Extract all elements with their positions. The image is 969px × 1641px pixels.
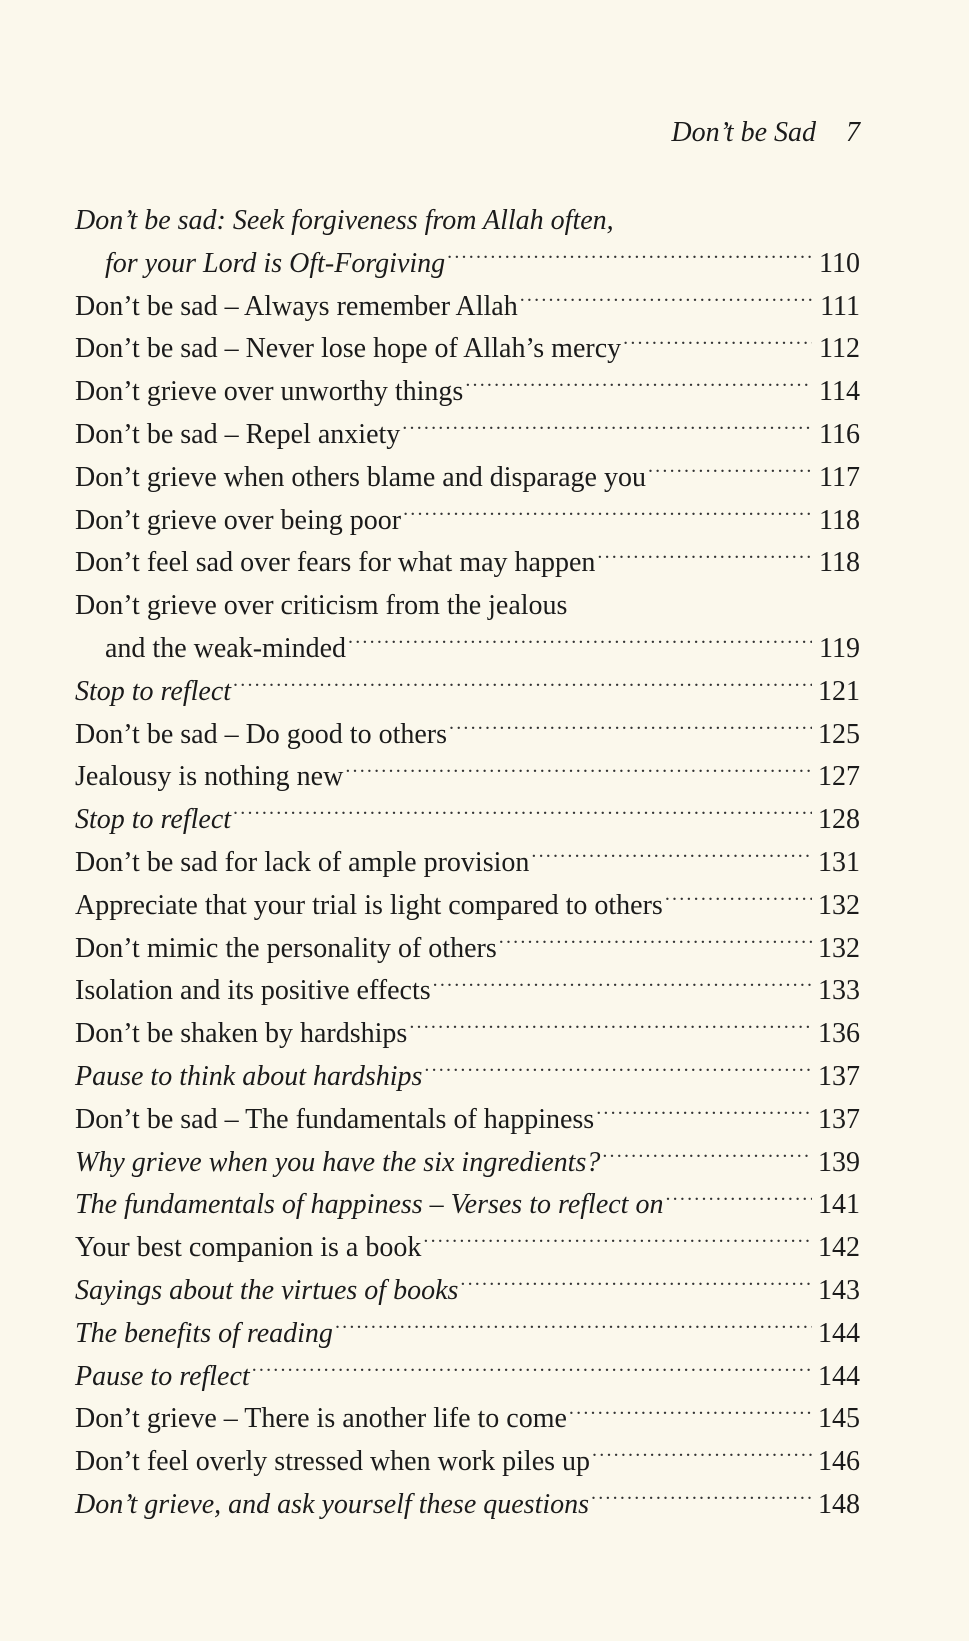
toc-entry-title: Don’t be sad – Always remember Allah <box>75 290 518 322</box>
dot-leader <box>403 503 812 531</box>
dot-leader <box>597 545 812 573</box>
toc-entry[interactable] <box>75 1099 860 1142</box>
toc-entry-title: Don’t feel sad over fears for what may happen <box>75 547 596 579</box>
dot-leader <box>424 1059 812 1087</box>
toc-entry-page-number: 142 <box>818 1232 860 1264</box>
dot-leader <box>447 246 812 274</box>
toc-entry-title: The benefits of reading <box>75 1317 333 1349</box>
toc-entry-page-number: 118 <box>819 547 860 579</box>
toc-entry-page-number: 132 <box>818 889 860 921</box>
toc-entry-title: Pause to reflect <box>75 1360 250 1392</box>
toc-entry[interactable] <box>75 286 860 329</box>
toc-entry-title-line: Don’t grieve over criticism from the jealous <box>75 590 568 622</box>
dot-leader <box>423 1230 812 1258</box>
toc-entry-title: The fundamentals of happiness – Verses to reflect on <box>75 1189 664 1221</box>
toc-entry-page-number: 144 <box>818 1360 860 1392</box>
toc-entry-page-number: 133 <box>818 975 860 1007</box>
toc-entry-title: Don’t be sad – The fundamentals of happiness <box>75 1103 595 1135</box>
toc-entry[interactable] <box>75 1184 860 1227</box>
toc-entry[interactable] <box>75 970 860 1013</box>
dot-leader <box>233 674 812 702</box>
toc-entry-page-number: 112 <box>819 333 860 365</box>
toc-entry[interactable] <box>75 371 860 414</box>
toc-entry[interactable] <box>75 1398 860 1441</box>
toc-entry[interactable] <box>75 500 860 543</box>
toc-entry-page-number: 137 <box>818 1103 860 1135</box>
toc-entry-page-number: 121 <box>818 675 860 707</box>
toc-entry[interactable] <box>75 1313 860 1356</box>
toc-entry-page-number: 145 <box>818 1403 860 1435</box>
dot-leader <box>569 1401 812 1429</box>
toc-entry-page-number: 117 <box>819 461 860 493</box>
dot-leader <box>592 1444 812 1472</box>
toc-entry-page-number: 144 <box>818 1317 860 1349</box>
running-title: Don’t be Sad <box>671 117 816 148</box>
dot-leader <box>460 1273 812 1301</box>
dot-leader <box>520 289 812 317</box>
toc-entry-page-number: 137 <box>818 1060 860 1092</box>
dot-leader <box>531 845 812 873</box>
toc-entry-title: Isolation and its positive effects <box>75 975 431 1007</box>
toc-entry-title: Sayings about the virtues of books <box>75 1274 459 1306</box>
toc-entry-title: Don’t be sad – Repel anxiety <box>75 418 401 450</box>
toc-entry-title: Jealousy is nothing new <box>75 761 344 793</box>
toc-entry-title: Don’t be sad – Do good to others <box>75 718 447 750</box>
toc-entry-title: Don’t grieve – There is another life to come <box>75 1403 567 1435</box>
dot-leader <box>499 931 812 959</box>
toc-entry-title: Don’t grieve, and ask yourself these questions <box>75 1488 590 1520</box>
running-head <box>560 117 860 157</box>
dot-leader <box>345 759 812 787</box>
toc-entry-title: Don’t grieve when others blame and disparage you <box>75 461 646 493</box>
dot-leader <box>591 1487 812 1515</box>
toc-entry[interactable] <box>75 542 860 585</box>
toc-entry-page-number: 143 <box>818 1274 860 1306</box>
toc-entry-page-number: 127 <box>818 761 860 793</box>
dot-leader <box>233 802 812 830</box>
toc-entry[interactable] <box>75 1013 860 1056</box>
toc-entry[interactable] <box>75 1484 860 1527</box>
toc-entry[interactable] <box>75 671 860 714</box>
dot-leader <box>602 1145 812 1173</box>
dot-leader <box>596 1102 812 1130</box>
toc-entry[interactable] <box>75 585 860 671</box>
toc-entry-page-number: 136 <box>818 1018 860 1050</box>
toc-entry-title: Pause to think about hardships <box>75 1060 423 1092</box>
toc-entry-title-line: Don’t be sad: Seek forgiveness from Allah often, <box>75 205 614 236</box>
toc-entry-title: Stop to reflect <box>75 804 232 836</box>
toc-entry-page-number: 141 <box>818 1189 860 1221</box>
dot-leader <box>465 374 812 402</box>
dot-leader <box>335 1316 812 1344</box>
toc-entry-page-number: 148 <box>818 1488 860 1520</box>
page-number: 7 <box>846 117 860 148</box>
toc-entry[interactable] <box>75 1356 860 1399</box>
toc-entry-title: Don’t grieve over being poor <box>75 504 402 536</box>
toc-entry-title: Don’t be sad for lack of ample provision <box>75 846 530 878</box>
dot-leader <box>433 973 812 1001</box>
toc-entry-page-number: 146 <box>818 1446 860 1478</box>
toc-entry-title: Appreciate that your trial is light compared to others <box>75 889 663 921</box>
toc-entry-title: Don’t grieve over unworthy things <box>75 376 464 408</box>
dot-leader <box>402 417 812 445</box>
toc-entry-title: Don’t mimic the personality of others <box>75 932 497 964</box>
toc-entry-title: for your Lord is Oft-Forgiving <box>105 247 446 279</box>
dot-leader <box>623 331 812 359</box>
toc-entry-title: Don’t be sad – Never lose hope of Allah’s mercy <box>75 333 622 365</box>
dot-leader <box>252 1359 812 1387</box>
toc-entry[interactable] <box>75 928 860 971</box>
toc-entry[interactable] <box>75 414 860 457</box>
table-of-contents <box>75 200 860 1527</box>
toc-entry-page-number: 125 <box>818 718 860 750</box>
dot-leader <box>449 717 812 745</box>
toc-entry[interactable] <box>75 457 860 500</box>
dot-leader <box>665 1187 812 1215</box>
dot-leader <box>409 1016 812 1044</box>
toc-entry[interactable] <box>75 1142 860 1185</box>
toc-entry-page-number: 116 <box>819 418 860 450</box>
toc-entry-title: Stop to reflect <box>75 675 232 707</box>
toc-entry[interactable] <box>75 714 860 757</box>
toc-entry-page-number: 131 <box>818 846 860 878</box>
toc-entry-page-number: 132 <box>818 932 860 964</box>
toc-entry-page-number: 110 <box>819 247 860 279</box>
toc-entry-title: and the weak-minded <box>105 632 347 664</box>
toc-entry[interactable] <box>75 1441 860 1484</box>
toc-entry[interactable] <box>75 885 860 928</box>
dot-leader <box>665 888 812 916</box>
toc-entry[interactable] <box>75 842 860 885</box>
toc-entry-title: Your best companion is a book <box>75 1232 422 1264</box>
toc-entry-page-number: 114 <box>819 376 860 408</box>
toc-entry[interactable] <box>75 1056 860 1099</box>
toc-entry-title: Why grieve when you have the six ingredients? <box>75 1146 601 1178</box>
toc-entry[interactable] <box>75 1270 860 1313</box>
toc-entry-title: Don’t be shaken by hardships <box>75 1018 408 1050</box>
dot-leader <box>348 631 812 659</box>
toc-entry-page-number: 139 <box>818 1146 860 1178</box>
toc-entry[interactable] <box>75 1227 860 1270</box>
toc-entry-title: Don’t feel overly stressed when work piles up <box>75 1446 591 1478</box>
toc-entry-page-number: 118 <box>819 504 860 536</box>
toc-entry-page-number: 111 <box>820 290 860 322</box>
toc-entry-page-number: 119 <box>819 632 860 664</box>
dot-leader <box>648 460 812 488</box>
toc-entry[interactable] <box>75 200 860 286</box>
toc-entry-page-number: 128 <box>818 804 860 836</box>
toc-entry[interactable] <box>75 799 860 842</box>
toc-entry[interactable] <box>75 328 860 371</box>
toc-entry[interactable] <box>75 756 860 799</box>
